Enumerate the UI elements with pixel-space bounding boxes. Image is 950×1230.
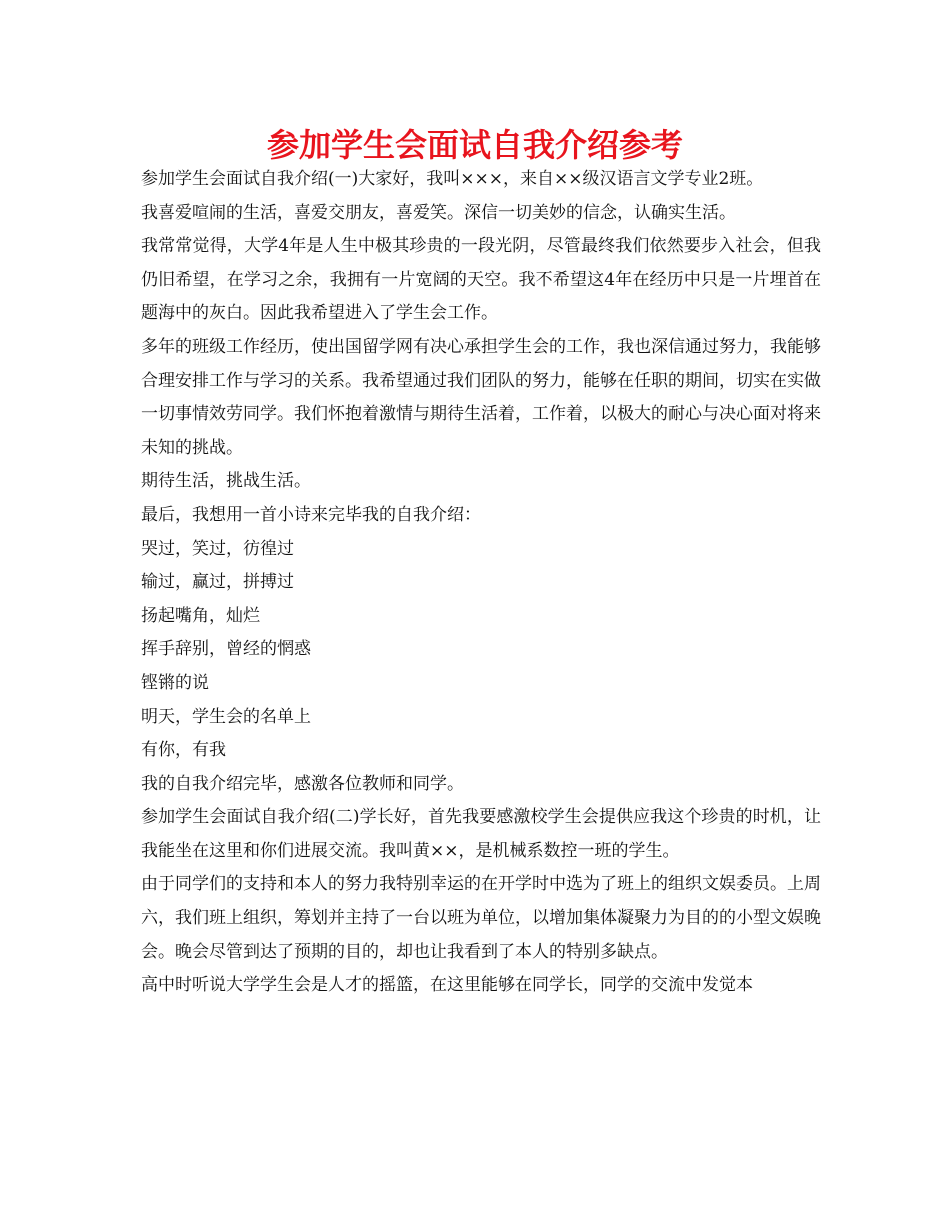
- poem-line: 哭过，笑过，彷徨过: [141, 538, 294, 559]
- poem-line: 明天，学生会的名单上: [141, 706, 311, 727]
- poem-line: 有你，有我: [141, 740, 226, 761]
- document-title: 参加学生会面试自我介绍参考: [266, 126, 683, 164]
- paragraph: 参加学生会面试自我介绍(一)大家好，我叫×××，来自××级汉语言文学专业2班。: [141, 169, 764, 189]
- poem-line: 挥手辞别，曾经的惘惑: [141, 639, 311, 660]
- document-body: [141, 163, 821, 1003]
- poem-line: 输过，赢过，拼搏过: [141, 572, 294, 593]
- paragraph: 我常常觉得，大学4年是人生中极其珍贵的一段光阴，尽管最终我们依然要步入社会，但我仍旧希望，在学习之余，我拥有一片宽阔的天空。我不希望这4年在经历中只是一片埋首在题海中的灰白。因此我希望进入了学生会工作。: [141, 236, 821, 324]
- paragraph: 我喜爱喧闹的生活，喜爱交朋友，喜爱笑。深信一切美妙的信念，认确实生活。: [141, 202, 736, 223]
- paragraph: 最后，我想用一首小诗来完毕我的自我介绍：: [141, 504, 481, 525]
- paragraph: 由于同学们的支持和本人的努力我特别幸运的在开学时中选为了班上的组织文娱委员。上周六，我们班上组织，筹划并主持了一台以班为单位，以增加集体凝聚力为目的的小型文娱晚会。晚会尽管到达了预期的目的，却也让我看到了本人的特别多缺点。: [141, 874, 821, 962]
- poem-line: 铿锵的说: [141, 672, 209, 693]
- paragraph: 高中时听说大学学生会是人才的摇篮，在这里能够在同学长，同学的交流中发觉本: [141, 975, 753, 996]
- paragraph: 多年的班级工作经历，使出国留学网有决心承担学生会的工作，我也深信通过努力，我能够合理安排工作与学习的关系。我希望通过我们团队的努力，能够在任职的期间，切实在实做一切事情效劳同学。我们怀抱着激情与期待生活着，工作着，以极大的耐心与决心面对将来未知的挑战。: [141, 336, 821, 458]
- paragraph: 参加学生会面试自我介绍(二)学长好，首先我要感激校学生会提供应我这个珍贵的时机，让我能坐在这里和你们进展交流。我叫黄××，是机械系数控一班的学生。: [141, 807, 821, 861]
- paragraph: 期待生活，挑战生活。: [141, 471, 311, 492]
- paragraph: 我的自我介绍完毕，感激各位教师和同学。: [141, 773, 464, 794]
- poem-line: 扬起嘴角，灿烂: [141, 605, 260, 626]
